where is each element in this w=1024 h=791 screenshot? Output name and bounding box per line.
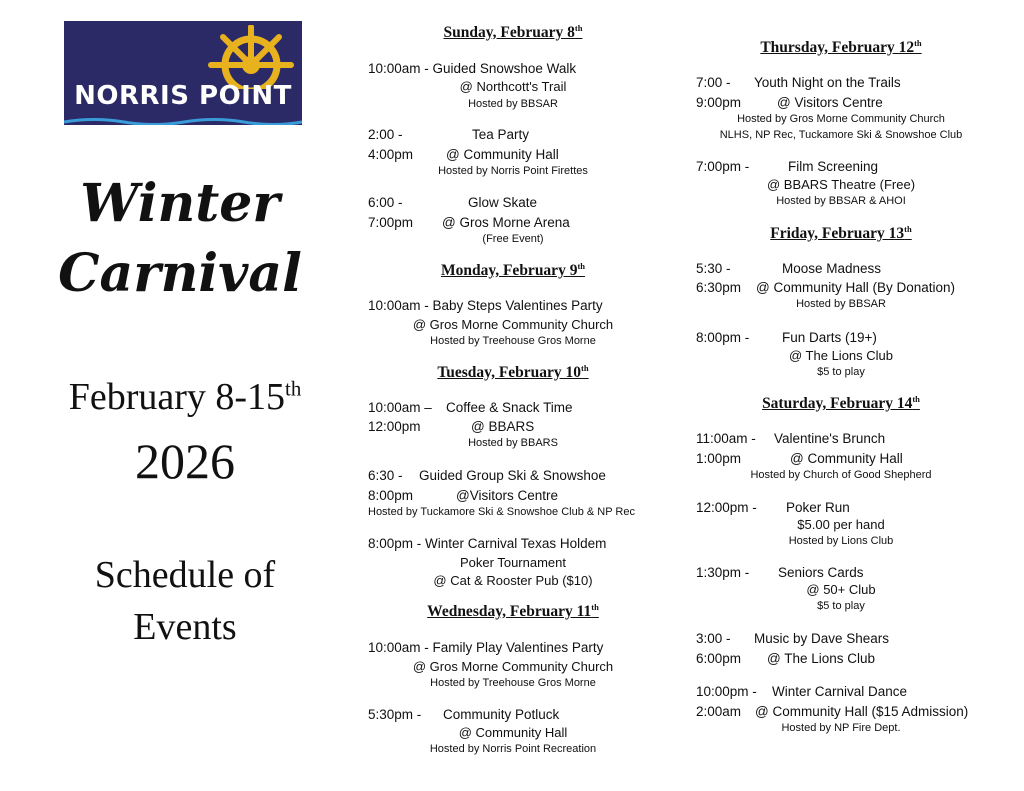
event-host: Hosted by BBARS [468,437,558,449]
event-end-time: 6:30pm [696,280,742,295]
event-end-time: 9:00pm [696,95,742,110]
event-host: Hosted by NP Fire Dept. [781,722,901,734]
day-heading-tuesday: Tuesday, February 10th [437,362,589,381]
event-location: @ Northcott's Trail [459,79,567,94]
norris-point-logo [64,21,302,125]
wave-icon [64,117,302,125]
event-end-time: 6:00pm [696,651,742,666]
event-host: Hosted by Treehouse Gros Morne [430,677,596,689]
event-location: @ Community Hall (By Donation) [756,280,956,295]
event-title: Poker Run [786,500,850,515]
event-title: Tea Party [472,127,530,142]
event-title: Film Screening [788,159,879,174]
event-host: Hosted by Norris Point Recreation [429,743,597,755]
event-start-time: 12:00pm - [696,500,757,515]
event-end-time: 7:00pm [368,215,414,230]
event-start-time: 5:30pm - [368,707,422,722]
event-host: $5 to play [817,600,865,612]
event-location: @ The Lions Club [788,348,893,363]
event-start-time: 11:00am - [696,431,756,446]
event-location: @ Community Hall [790,451,903,466]
event-start-time: 1:30pm - [696,565,750,580]
event-start-time: 10:00pm - [696,684,757,699]
event-end-time: 8:00pm [368,488,414,503]
event-host: Hosted by Gros Morne Community Church [737,113,945,125]
event-location: @ Community Hall [446,147,559,162]
event-start-time: 3:00 - [696,631,731,646]
event-time-title: 10:00am - Guided Snowshoe Walk [368,61,577,76]
date-range: February 8-15th [68,376,302,418]
day-heading-sunday: Sunday, February 8th [443,22,583,41]
day-heading-saturday: Saturday, February 14th [762,393,920,412]
event-host: Hosted by Norris Point Firettes [438,165,588,177]
event-title: Coffee & Snack Time [446,400,573,415]
event-title: Music by Dave Shears [754,631,890,646]
event-title: Youth Night on the Trails [754,75,901,90]
schedule-line-1: Schedule of [94,554,276,596]
event-start-time: 7:00pm - [696,159,750,174]
event-start-time: 2:00 - [368,127,403,142]
event-location: @ BBARS Theatre (Free) [766,177,916,192]
event-start-time: 10:00am – [368,400,432,415]
event-host: (Free Event) [482,233,544,245]
logo-text: NORRIS POINT [74,81,292,111]
event-title: Seniors Cards [778,565,864,580]
event-time-title: 10:00am - Baby Steps Valentines Party [368,298,603,313]
event-location: @ BBARS [471,419,535,434]
event-location: @ Community Hall ($15 Admission) [755,704,969,719]
ship-wheel-icon [203,25,299,89]
event-host: $5 to play [817,366,865,378]
event-location: @ 50+ Club [806,582,876,597]
event-location: @ Gros Morne Community Church [412,317,614,332]
day-heading-friday: Friday, February 13th [770,223,912,242]
event-end-time: 1:00pm [696,451,742,466]
event-start-time: 6:30 - [368,468,403,483]
event-location: @ Cat & Rooster Pub ($10) [433,573,593,588]
event-time-title: 8:00pm - Winter Carnival Texas Holdem [368,536,607,551]
event-host: Hosted by Church of Good Shepherd [750,469,932,481]
year: 2026 [135,433,235,489]
event-location: @ Gros Morne Arena [442,215,570,230]
day-heading-wednesday: Wednesday, February 11th [427,601,599,620]
event-time-title: 10:00am - Family Play Valentines Party [368,640,604,655]
event-host: Hosted by Tuckamore Ski & Snowshoe Club & NP Rec [368,506,635,518]
event-title: Guided Group Ski & Snowshoe [419,468,606,483]
day-heading-thursday: Thursday, February 12th [760,37,922,56]
event-host: Hosted by BBSAR [796,298,886,310]
event-host: Hosted by BBSAR & AHOI [776,195,906,207]
event-end-time: 12:00pm [368,419,421,434]
event-start-time: 6:00 - [368,195,403,210]
event-host: Hosted by BBSAR [468,98,558,110]
event-location: @ The Lions Club [767,651,876,666]
event-title: Moose Madness [782,261,882,276]
event-location: @Visitors Centre [456,488,558,503]
title-winter: Winter [80,173,280,234]
event-location: @ Gros Morne Community Church [412,659,614,674]
day-heading-monday: Monday, February 9th [440,260,586,279]
event-title: Fun Darts (19+) [782,330,877,345]
event-host: Hosted by Lions Club [788,535,894,547]
event-title: Glow Skate [468,195,538,210]
event-start-time: 7:00 - [696,75,731,90]
event-title-cont: Poker Tournament [460,555,566,570]
event-host-cont: NLHS, NP Rec, Tuckamore Ski & Snowshoe Club [719,129,963,141]
event-location: @ Visitors Centre [777,95,883,110]
schedule-line-2: Events [133,606,237,648]
event-start-time: 8:00pm - [696,330,750,345]
event-title: Valentine's Brunch [774,431,886,446]
event-location: $5.00 per hand [797,517,885,532]
event-end-time: 4:00pm [368,147,414,162]
event-host: Hosted by Treehouse Gros Morne [430,335,596,347]
title-carnival: Carnival [58,243,302,304]
event-location: @ Community Hall [458,725,568,740]
event-title: Community Potluck [443,707,560,722]
event-title: Winter Carnival Dance [772,684,908,699]
event-end-time: 2:00am [696,704,742,719]
event-start-time: 5:30 - [696,261,731,276]
